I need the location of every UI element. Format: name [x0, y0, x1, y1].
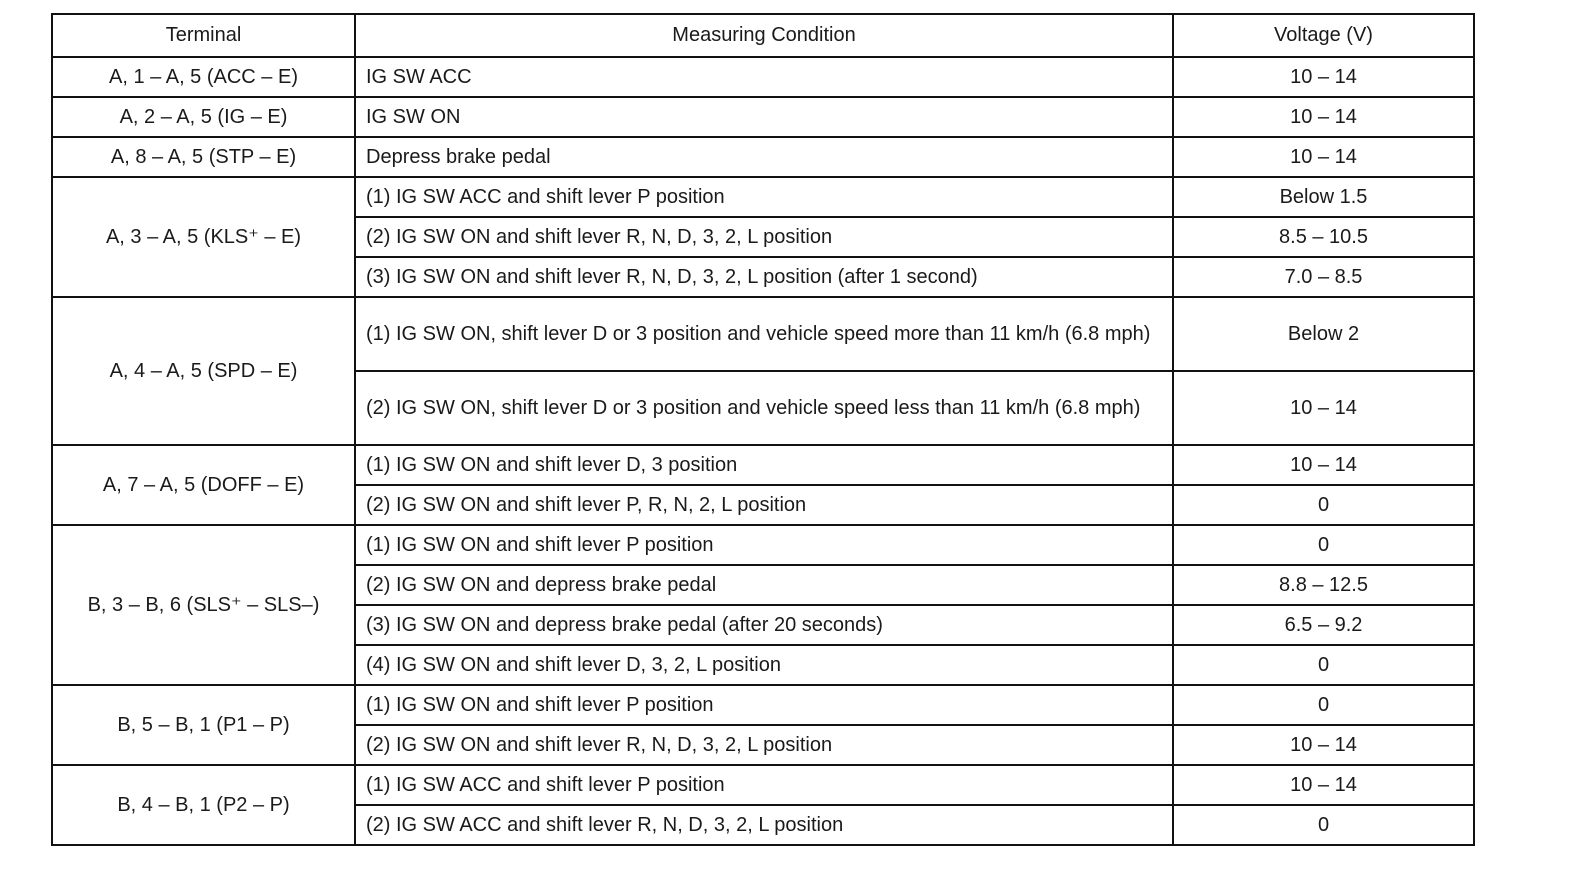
voltage-cell: 10 – 14	[1173, 765, 1474, 805]
table-row	[52, 445, 1474, 485]
voltage-cell: 7.0 – 8.5	[1173, 257, 1474, 297]
condition-cell: (2) IG SW ON and shift lever R, N, D, 3, 2, L position	[355, 725, 1173, 765]
table-row	[52, 685, 1474, 725]
table-row	[52, 137, 1474, 177]
table-row	[52, 57, 1474, 97]
voltage-cell: 10 – 14	[1173, 57, 1474, 97]
condition-cell: (1) IG SW ON and shift lever P position	[355, 525, 1173, 565]
condition-cell: (1) IG SW ON, shift lever D or 3 position and vehicle speed more than 11 km/h (6.8 mph)	[355, 297, 1173, 371]
terminal-cell: A, 3 – A, 5 (KLS⁺ – E)	[52, 177, 355, 297]
condition-cell: (3) IG SW ON and shift lever R, N, D, 3, 2, L position (after 1 second)	[355, 257, 1173, 297]
table-row	[52, 765, 1474, 805]
condition-cell: (3) IG SW ON and depress brake pedal (after 20 seconds)	[355, 605, 1173, 645]
terminal-cell: B, 4 – B, 1 (P2 – P)	[52, 765, 355, 845]
terminal-voltage-table	[51, 13, 1475, 846]
voltage-cell: Below 2	[1173, 297, 1474, 371]
voltage-cell: 8.8 – 12.5	[1173, 565, 1474, 605]
voltage-cell: 10 – 14	[1173, 97, 1474, 137]
voltage-cell: 0	[1173, 805, 1474, 845]
voltage-cell: 0	[1173, 645, 1474, 685]
condition-cell: (2) IG SW ACC and shift lever R, N, D, 3, 2, L position	[355, 805, 1173, 845]
condition-cell: (1) IG SW ACC and shift lever P position	[355, 177, 1173, 217]
voltage-cell: 6.5 – 9.2	[1173, 605, 1474, 645]
voltage-cell: 0	[1173, 525, 1474, 565]
voltage-cell: Below 1.5	[1173, 177, 1474, 217]
header-voltage: Voltage (V)	[1173, 14, 1474, 57]
condition-cell: IG SW ACC	[355, 57, 1173, 97]
condition-cell: (2) IG SW ON and shift lever R, N, D, 3, 2, L position	[355, 217, 1173, 257]
table-header-row	[52, 14, 1474, 57]
terminal-cell: A, 8 – A, 5 (STP – E)	[52, 137, 355, 177]
terminal-cell: B, 5 – B, 1 (P1 – P)	[52, 685, 355, 765]
voltage-cell: 10 – 14	[1173, 725, 1474, 765]
table-row	[52, 177, 1474, 217]
condition-cell: IG SW ON	[355, 97, 1173, 137]
condition-cell: (1) IG SW ON and shift lever D, 3 position	[355, 445, 1173, 485]
voltage-cell: 0	[1173, 485, 1474, 525]
condition-cell: (2) IG SW ON and depress brake pedal	[355, 565, 1173, 605]
voltage-cell: 10 – 14	[1173, 445, 1474, 485]
condition-cell: (2) IG SW ON and shift lever P, R, N, 2, L position	[355, 485, 1173, 525]
terminal-cell: A, 4 – A, 5 (SPD – E)	[52, 297, 355, 445]
condition-cell: (1) IG SW ACC and shift lever P position	[355, 765, 1173, 805]
header-measuring-condition: Measuring Condition	[355, 14, 1173, 57]
terminal-cell: A, 7 – A, 5 (DOFF – E)	[52, 445, 355, 525]
voltage-cell: 10 – 14	[1173, 371, 1474, 445]
table-row	[52, 297, 1474, 371]
condition-cell: (2) IG SW ON, shift lever D or 3 position and vehicle speed less than 11 km/h (6.8 mph)	[355, 371, 1173, 445]
terminal-cell: B, 3 – B, 6 (SLS⁺ – SLS–)	[52, 525, 355, 685]
table-row	[52, 97, 1474, 137]
voltage-cell: 8.5 – 10.5	[1173, 217, 1474, 257]
table-row	[52, 525, 1474, 565]
voltage-cell: 10 – 14	[1173, 137, 1474, 177]
condition-cell: (4) IG SW ON and shift lever D, 3, 2, L position	[355, 645, 1173, 685]
terminal-cell: A, 1 – A, 5 (ACC – E)	[52, 57, 355, 97]
header-terminal: Terminal	[52, 14, 355, 57]
condition-cell: Depress brake pedal	[355, 137, 1173, 177]
terminal-cell: A, 2 – A, 5 (IG – E)	[52, 97, 355, 137]
voltage-cell: 0	[1173, 685, 1474, 725]
condition-cell: (1) IG SW ON and shift lever P position	[355, 685, 1173, 725]
